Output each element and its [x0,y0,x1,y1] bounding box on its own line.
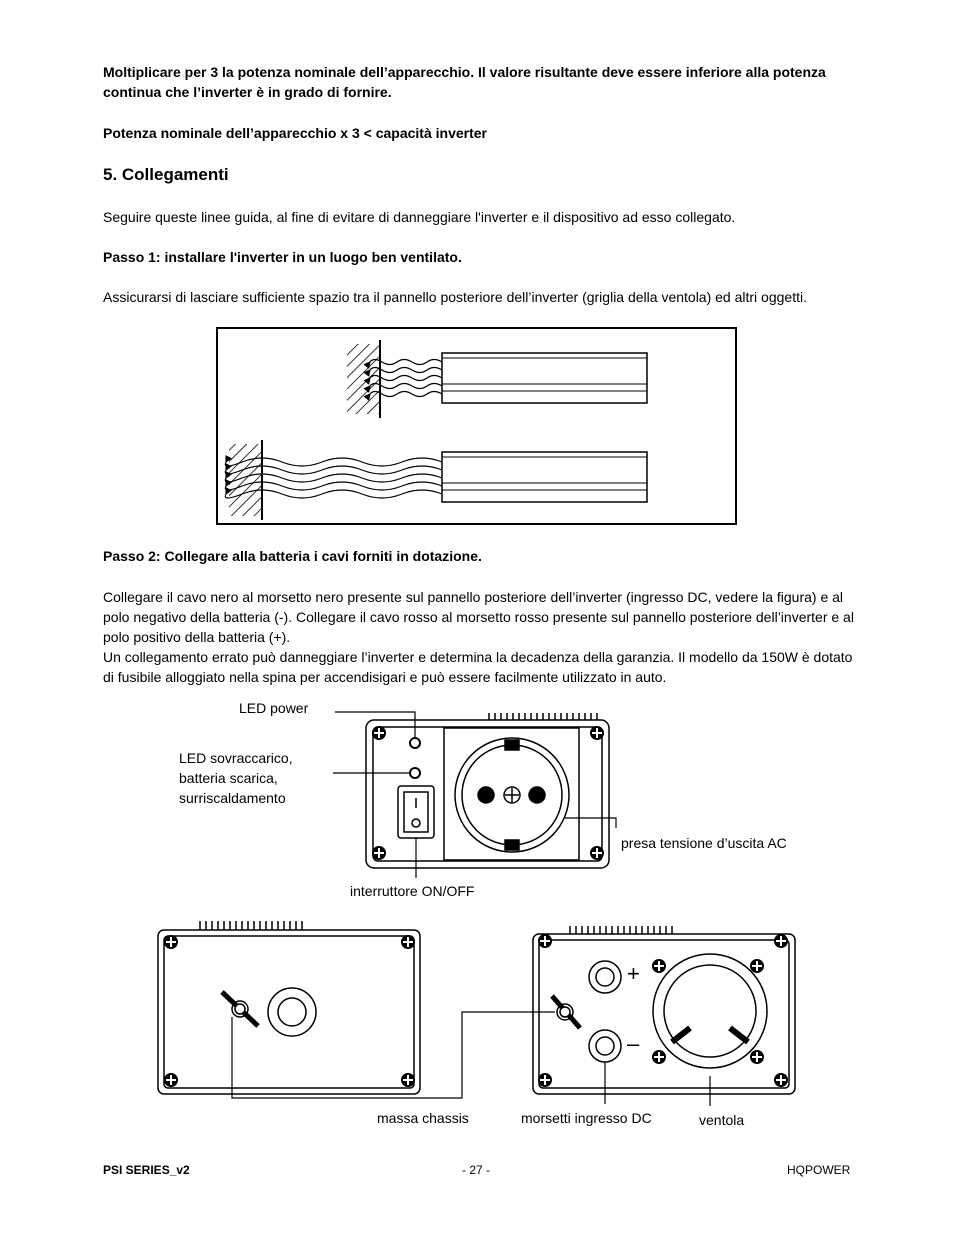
label-switch: interruttore ON/OFF [350,883,475,899]
step2-paragraph: Collegare il cavo nero al morsetto nero presente sul pannello posteriore dell’inverter (ingresso DC, vedere la figura) e al polo negativo della batteria (-). Collegare il cavo rosso al morsetto rosso presente sul pannello posteriore dell’inverter e al polo positivo della batteria (+). [103,589,854,645]
section-title: 5. Collegamenti [103,165,229,184]
label-led-power: LED power [239,700,309,716]
label-minus: – [627,1031,640,1056]
label-dc-terminals: morsetti ingresso DC [521,1110,652,1126]
formula-line: Potenza nominale dell’apparecchio x 3 < capacità inverter [103,125,487,141]
step1-paragraph: Assicurarsi di lasciare sufficiente spazio tra il pannello posteriore dell’inverter (griglia della ventola) ed altri oggetti. [103,289,807,305]
step2-paragraph-2: Un collegamento errato può danneggiare l’inverter e determina la decadenza della garanzia. Il modello da 150W è dotato di fusibile alloggiato nella spina per accendisigari e può essere facilmente utilizzato in auto. [103,649,853,685]
label-fan: ventola [699,1112,745,1128]
footer-page-number: - 27 - [462,1163,491,1177]
label-plus: + [627,961,640,986]
label-led-overload-1: LED sovraccarico, [179,750,293,766]
step2-heading: Passo 2: Collegare alla batteria i cavi forniti in dotazione. [103,548,482,564]
front-panel [366,713,609,868]
label-led-overload-2: batteria scarica, [179,770,278,786]
guide-paragraph: Seguire queste linee guida, al fine di evitare di danneggiare l'inverter e il dispositivo ad esso collegato. [103,209,736,225]
footer-right: HQPOWER [787,1163,851,1177]
step1-heading: Passo 1: installare l'inverter in un luogo ben ventilato. [103,249,462,265]
footer-left: PSI SERIES_v2 [103,1163,190,1177]
label-led-overload-3: surriscaldamento [179,790,286,806]
intro-paragraph: Moltiplicare per 3 la potenza nominale dell’apparecchio. Il valore risultante deve essere inferiore alla potenza continua che l’inverter è in grado di fornire. [103,64,826,100]
label-ground: massa chassis [377,1110,469,1126]
label-ac-socket: presa tensione d’uscita AC [621,835,787,851]
